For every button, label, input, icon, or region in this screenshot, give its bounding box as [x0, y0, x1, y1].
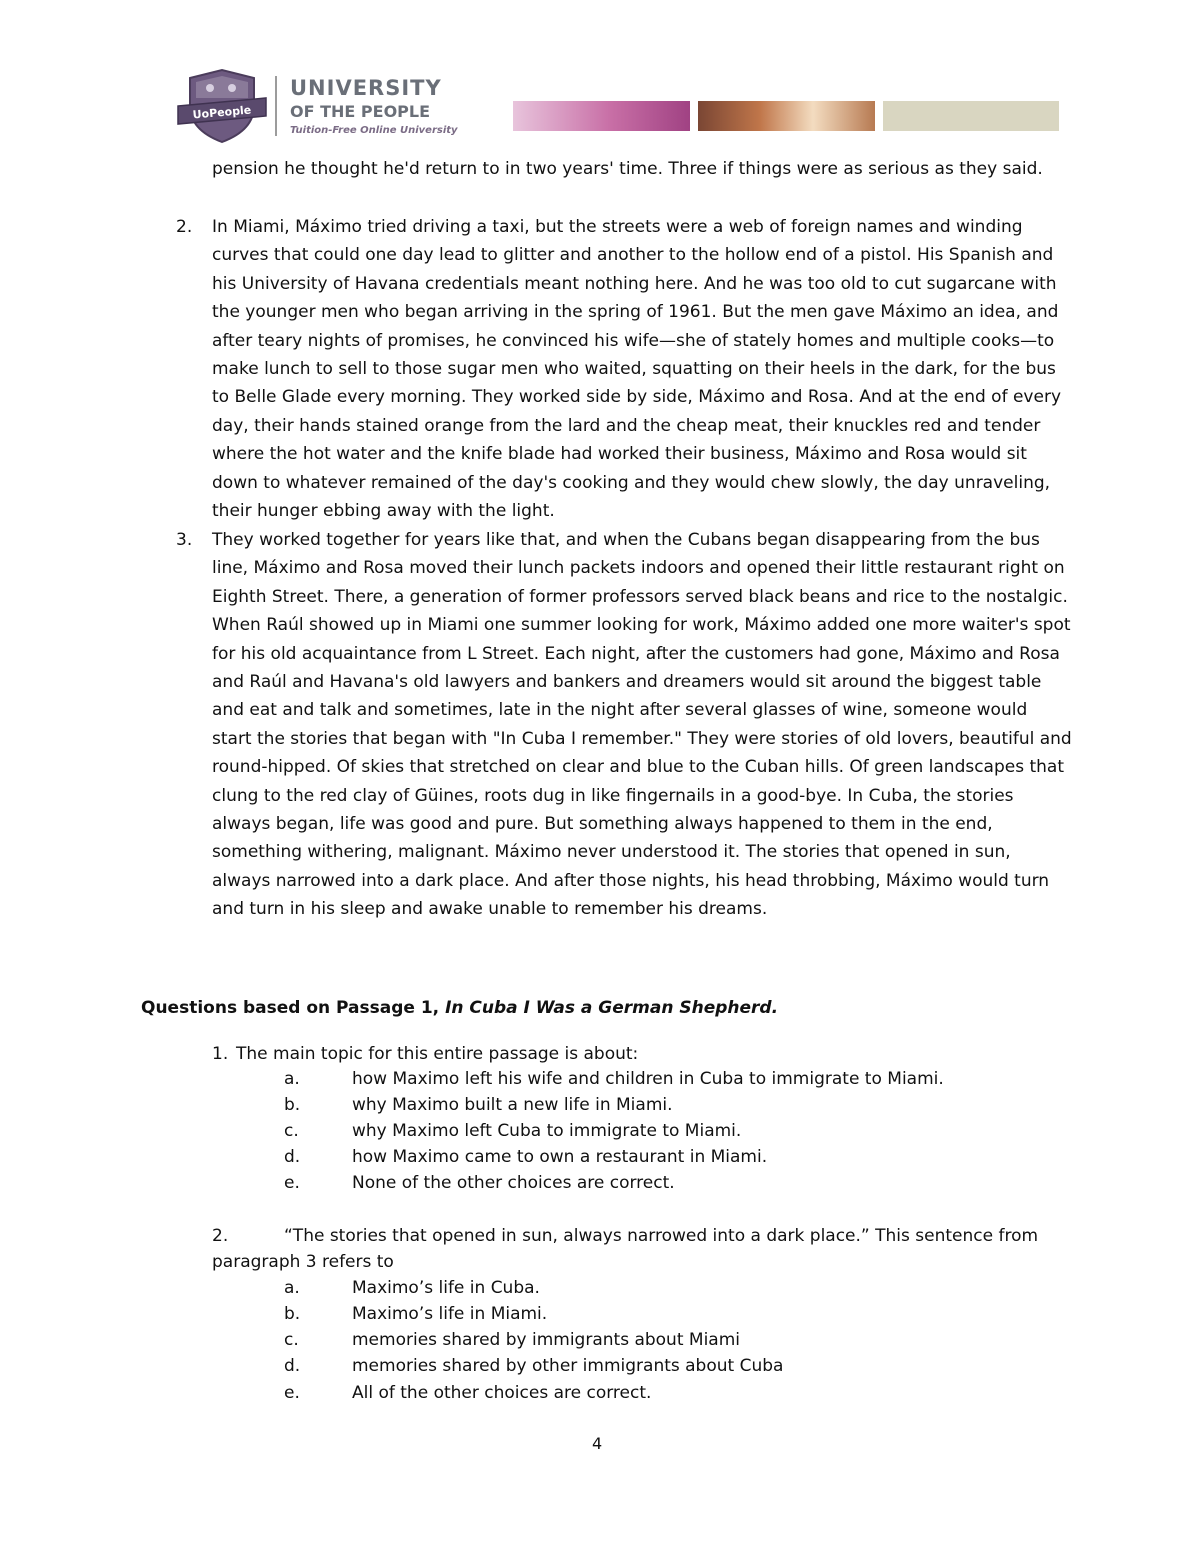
option-text: All of the other choices are correct. — [352, 1383, 652, 1403]
question-number: 1. — [212, 1044, 229, 1064]
option-letter: e. — [284, 1173, 300, 1193]
option-text: Maximo’s life in Cuba. — [352, 1278, 540, 1298]
page-number: 4 — [592, 1434, 603, 1453]
option-letter: e. — [284, 1383, 300, 1403]
paragraph-number: 3. — [176, 530, 193, 550]
svg-text:UoPeople: UoPeople — [192, 103, 252, 122]
option-letter: a. — [284, 1278, 300, 1298]
option-text: memories shared by immigrants about Miami — [352, 1330, 740, 1350]
questions-heading-prefix: Questions based on Passage 1, — [141, 998, 446, 1018]
header-banner-tan — [883, 101, 1059, 131]
brand-subname: OF THE PEOPLE — [290, 102, 431, 121]
option-letter: c. — [284, 1121, 299, 1141]
option-text: memories shared by other immigrants about Cuba — [352, 1356, 784, 1376]
option-text: None of the other choices are correct. — [352, 1173, 675, 1193]
uopeople-shield-logo — [176, 68, 268, 144]
questions-heading-title: In Cuba I Was a German Shepherd. — [445, 998, 779, 1018]
passage-paragraph: In Miami, Máximo tried driving a taxi, but the streets were a web of foreign names and winding curves that could one day lead to glitter and another to the hollow end of a pistol. His Spanish and his University of Havana credentials meant nothing here. And he was too old to cut sugarcane with the younger men who began arriving in the spring of 1961. But the men gave Máximo an idea, and after teary nights of promises, he convinced his wife—she of stately homes and multiple cooks—to make lunch to sell to those sugar men who waited, squatting on their heels in the dark, for the bus to Belle Glade every morning. They worked side by side, Máximo and Rosa. And at the end of every day, their hands stained orange from the lard and the cheap meat, their knuckles red and tender where the hot water and the knife blade had worked their business, Máximo and Rosa would sit down to whatever remained of the day's cooking and they would chew slowly, the day unraveling, their hunger ebbing away with the light. — [212, 217, 1062, 522]
university-brand — [290, 76, 458, 136]
page-header — [0, 0, 1200, 150]
option-letter: d. — [284, 1147, 301, 1167]
option-text: why Maximo left Cuba to immigrate to Miami. — [352, 1121, 742, 1141]
brand-name: UNIVERSITY — [290, 76, 442, 100]
header-banner-purple — [513, 101, 690, 131]
question-prompt: The main topic for this entire passage is about: — [236, 1044, 639, 1064]
option-text: why Maximo built a new life in Miami. — [352, 1095, 673, 1115]
option-text: how Maximo left his wife and children in Cuba to immigrate to Miami. — [352, 1069, 944, 1089]
question-number: 2. — [212, 1226, 229, 1246]
option-text: Maximo’s life in Miami. — [352, 1304, 548, 1324]
header-divider — [275, 76, 277, 136]
brand-tagline: Tuition-Free Online University — [290, 125, 458, 136]
question-prompt: “The stories that opened in sun, always narrowed into a dark place.” This sentence from — [284, 1226, 1039, 1246]
question-prompt-continued: paragraph 3 refers to — [212, 1252, 394, 1272]
passage-paragraph: They worked together for years like that, and when the Cubans began disappearing from the bus line, Máximo and Rosa moved their lunch packets indoors and opened their little restaurant right on Eighth Street. There, a generation of former professors served black beans and rice to the nostalgic. When Raúl showed up in Miami one summer looking for work, Máximo added one more waiter's spot for his old acquaintance from L Street. Each night, after the customers had gone, Máximo and Rosa and Raúl and Havana's old lawyers and bankers and dreamers would sit around the biggest table and eat and talk and sometimes, late in the night after several glasses of wine, someone would start the stories that began with "In Cuba I remember." They were stories of old lovers, beautiful and round-hipped. Of skies that stretched on clear and blue to the Cuban hills. Of green landscapes that clung to the red clay of Güines, roots dug in like fingernails in a good-bye. In Cuba, the stories always began, life was good and pure. But something always happened to them in the end, something withering, malignant. Máximo never understood it. The stories that opened in sun, always narrowed into a dark place. And after those nights, his head throbbing, Máximo would turn and turn in his sleep and awake unable to remember his dreams. — [212, 530, 1072, 920]
header-banner-photo — [698, 101, 875, 131]
option-letter: a. — [284, 1069, 300, 1089]
option-letter: b. — [284, 1095, 301, 1115]
questions-heading — [141, 995, 778, 1021]
option-text: how Maximo came to own a restaurant in Miami. — [352, 1147, 768, 1167]
option-letter: d. — [284, 1356, 301, 1376]
paragraph-number: 2. — [176, 217, 193, 237]
passage-lead-in: pension he thought he'd return to in two years' time. Three if things were as serious as they said. — [212, 159, 1043, 179]
option-letter: b. — [284, 1304, 301, 1324]
option-letter: c. — [284, 1330, 299, 1350]
